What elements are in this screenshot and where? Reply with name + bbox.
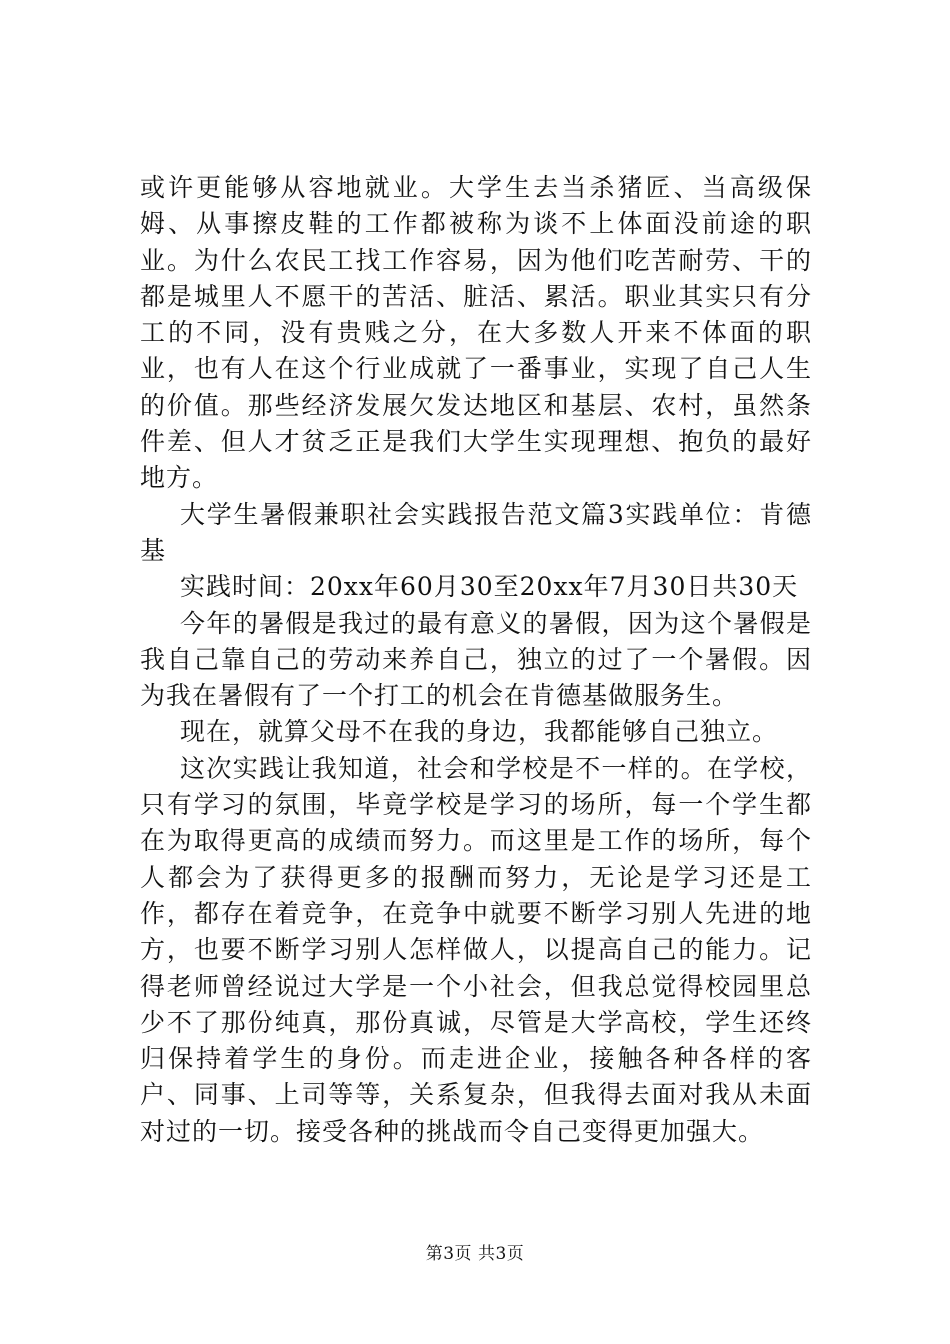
paragraph-2-report-title: 大学生暑假兼职社会实践报告范文篇3实践单位：肯德基 <box>140 499 812 565</box>
document-body <box>140 170 812 1150</box>
paragraph-5: 现在，就算父母不在我的身边，我都能够自己独立。 <box>180 717 779 747</box>
paragraph-4: 今年的暑假是我过的最有意义的暑假，因为这个暑假是我自己靠自己的劳动来养自己，独立的过了一个暑假。因为我在暑假有了一个打工的机会在肯德基做服务生。 <box>140 608 812 711</box>
paragraph-6: 这次实践让我知道，社会和学校是不一样的。在学校，只有学习的氛围，毕竟学校是学习的场所，每一个学生都在为取得更高的成绩而努力。而这里是工作的场所，每个人都会为了获得更多的报酬而努力，无论是学习还是工作，都存在着竞争，在竞争中就要不断学习别人先进的地方，也要不断学习别人怎样做人，以提高自己的能力。记得老师曾经说过大学是一个小社会，但我总觉得校园里总少不了那份纯真，那份真诚，尽管是大学高校，学生还终归保持着学生的身份。而走进企业，接触各种各样的客户、同事、上司等等，关系复杂，但我得去面对我从未面对过的一切。接受各种的挑战而令自己变得更加强大。 <box>140 753 812 1146</box>
paragraph-3-practice-time: 实践时间：20xx年60月30至20xx年7月30日共30天 <box>180 572 799 602</box>
paragraph-1: 或许更能够从容地就业。大学生去当杀猪匠、当高级保姆、从事擦皮鞋的工作都被称为谈不上体面没前途的职业。为什么农民工找工作容易，因为他们吃苦耐劳、干的都是城里人不愿干的苦活、脏活、累活。职业其实只有分工的不同，没有贵贱之分，在大多数人开来不体面的职业，也有人在这个行业成就了一番事业，实现了自己人生的价值。那些经济发展欠发达地区和基层、农村，虽然条件差、但人才贫乏正是我们大学生实现理想、抱负的最好地方。 <box>140 173 812 493</box>
page-footer <box>0 1243 950 1265</box>
page-number-label: 第3页 共3页 <box>425 1244 525 1264</box>
